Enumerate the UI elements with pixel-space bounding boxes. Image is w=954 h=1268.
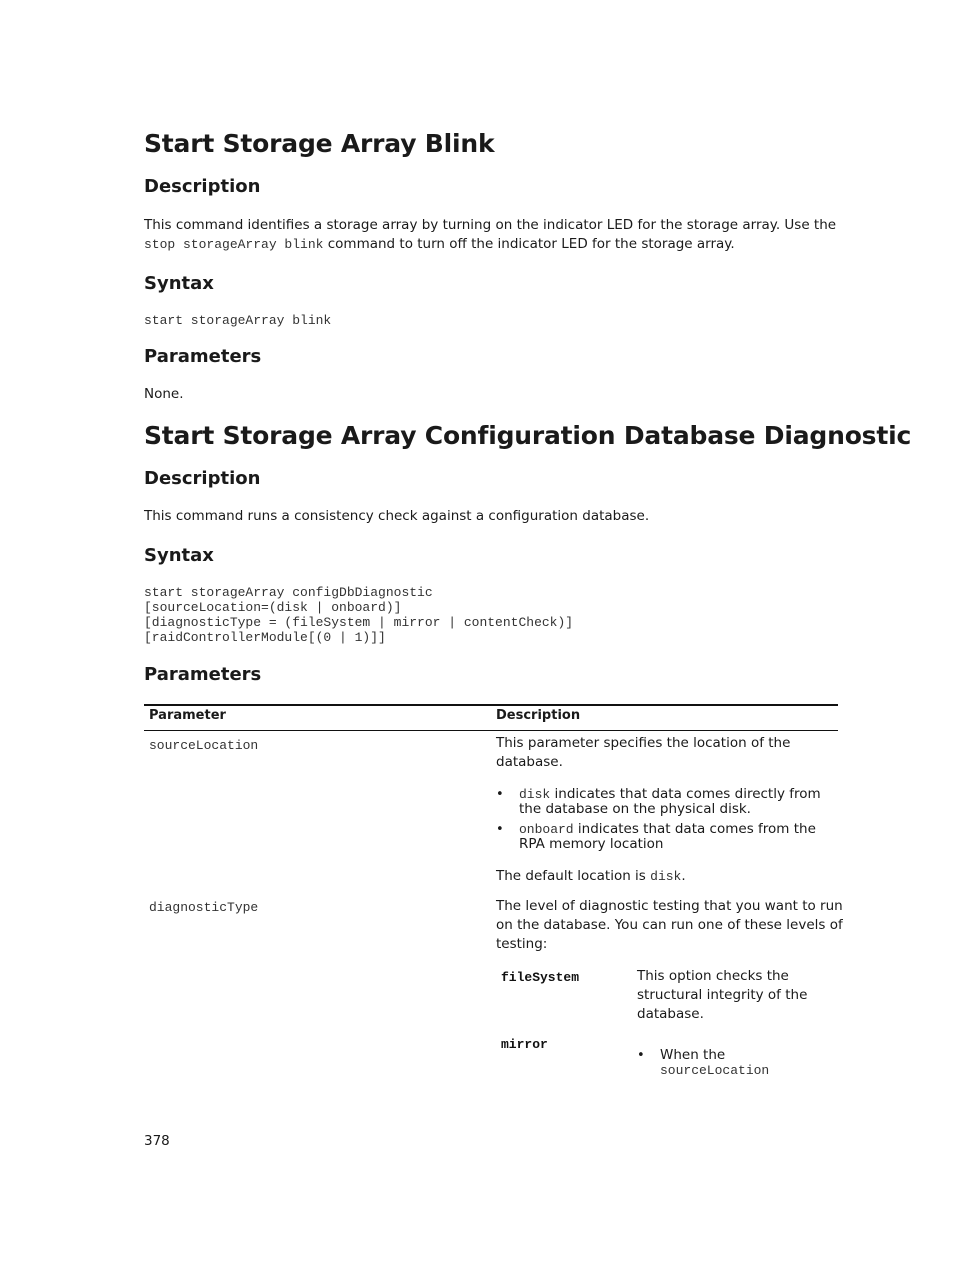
syntax-line: start storageArray configDbDiagnostic xyxy=(144,585,433,600)
desc-line: testing: xyxy=(496,936,548,952)
syntax-code-block xyxy=(144,585,573,645)
description-text: This command runs a consistency check against a configuration database. xyxy=(144,508,650,524)
desc-line: database. xyxy=(496,754,563,770)
parameters-heading: Parameters xyxy=(144,664,262,685)
default-location-text: The default location is disk. xyxy=(496,868,686,884)
option-name: mirror xyxy=(501,1037,548,1052)
syntax-line: [diagnosticType = (fileSystem | mirror | contentCheck)] xyxy=(144,615,574,630)
inline-code: onboard xyxy=(519,822,574,837)
desc-line: This parameter specifies the location of the xyxy=(496,735,791,751)
list-item: disk indicates that data comes directly from the database on the physical disk. xyxy=(519,786,821,817)
inline-code: sourceLocation xyxy=(660,1063,770,1078)
option-description: This option checks the structural integrity of the database. xyxy=(637,968,808,1022)
description-heading: Description xyxy=(144,468,261,489)
parameters-text: None. xyxy=(144,386,184,402)
table-cell-description xyxy=(496,897,843,954)
description-heading: Description xyxy=(144,176,261,197)
description-text xyxy=(144,216,844,254)
bullet-icon: • xyxy=(496,822,504,837)
syntax-line: [sourceLocation=(disk | onboard)] xyxy=(144,600,402,615)
inline-code: disk xyxy=(519,787,551,802)
description-line-2-text: command to turn off the indicator LED for the storage array. xyxy=(327,236,735,252)
desc-line: on the database. You can run one of these levels of xyxy=(496,917,843,933)
bullet-icon: • xyxy=(496,787,504,802)
option-name: fileSystem xyxy=(501,970,580,985)
inline-code: stop storageArray blink xyxy=(144,237,324,252)
desc-line: The level of diagnostic testing that you want to run xyxy=(496,898,843,914)
table-header-parameter: Parameter xyxy=(149,708,226,723)
section-title-blink: Start Storage Array Blink xyxy=(144,129,495,158)
list-item: When the sourceLocation xyxy=(660,1047,770,1078)
syntax-heading: Syntax xyxy=(144,273,214,294)
description-line-1: This command identifies a storage array by turning on the indicator LED for the storage array. Use the xyxy=(144,217,837,233)
list-item: onboard indicates that data comes from the RPA memory location xyxy=(519,821,816,852)
syntax-heading: Syntax xyxy=(144,545,214,566)
syntax-line: [raidControllerModule[(0 | 1)]] xyxy=(144,630,386,645)
parameters-heading: Parameters xyxy=(144,346,262,367)
table-cell-description xyxy=(496,734,790,772)
bullet-icon: • xyxy=(637,1048,645,1063)
table-top-rule xyxy=(144,704,838,706)
page-number: 378 xyxy=(144,1133,170,1149)
table-cell-parameter: diagnosticType xyxy=(149,900,259,915)
inline-code: disk xyxy=(650,869,682,884)
syntax-code: start storageArray blink xyxy=(144,313,332,328)
table-header-description: Description xyxy=(496,708,581,723)
table-header-rule xyxy=(144,730,838,731)
section-title-config-db-diagnostic: Start Storage Array Configuration Database Diagnostic xyxy=(144,421,912,450)
table-cell-parameter: sourceLocation xyxy=(149,738,259,753)
description-line-2 xyxy=(144,235,844,254)
